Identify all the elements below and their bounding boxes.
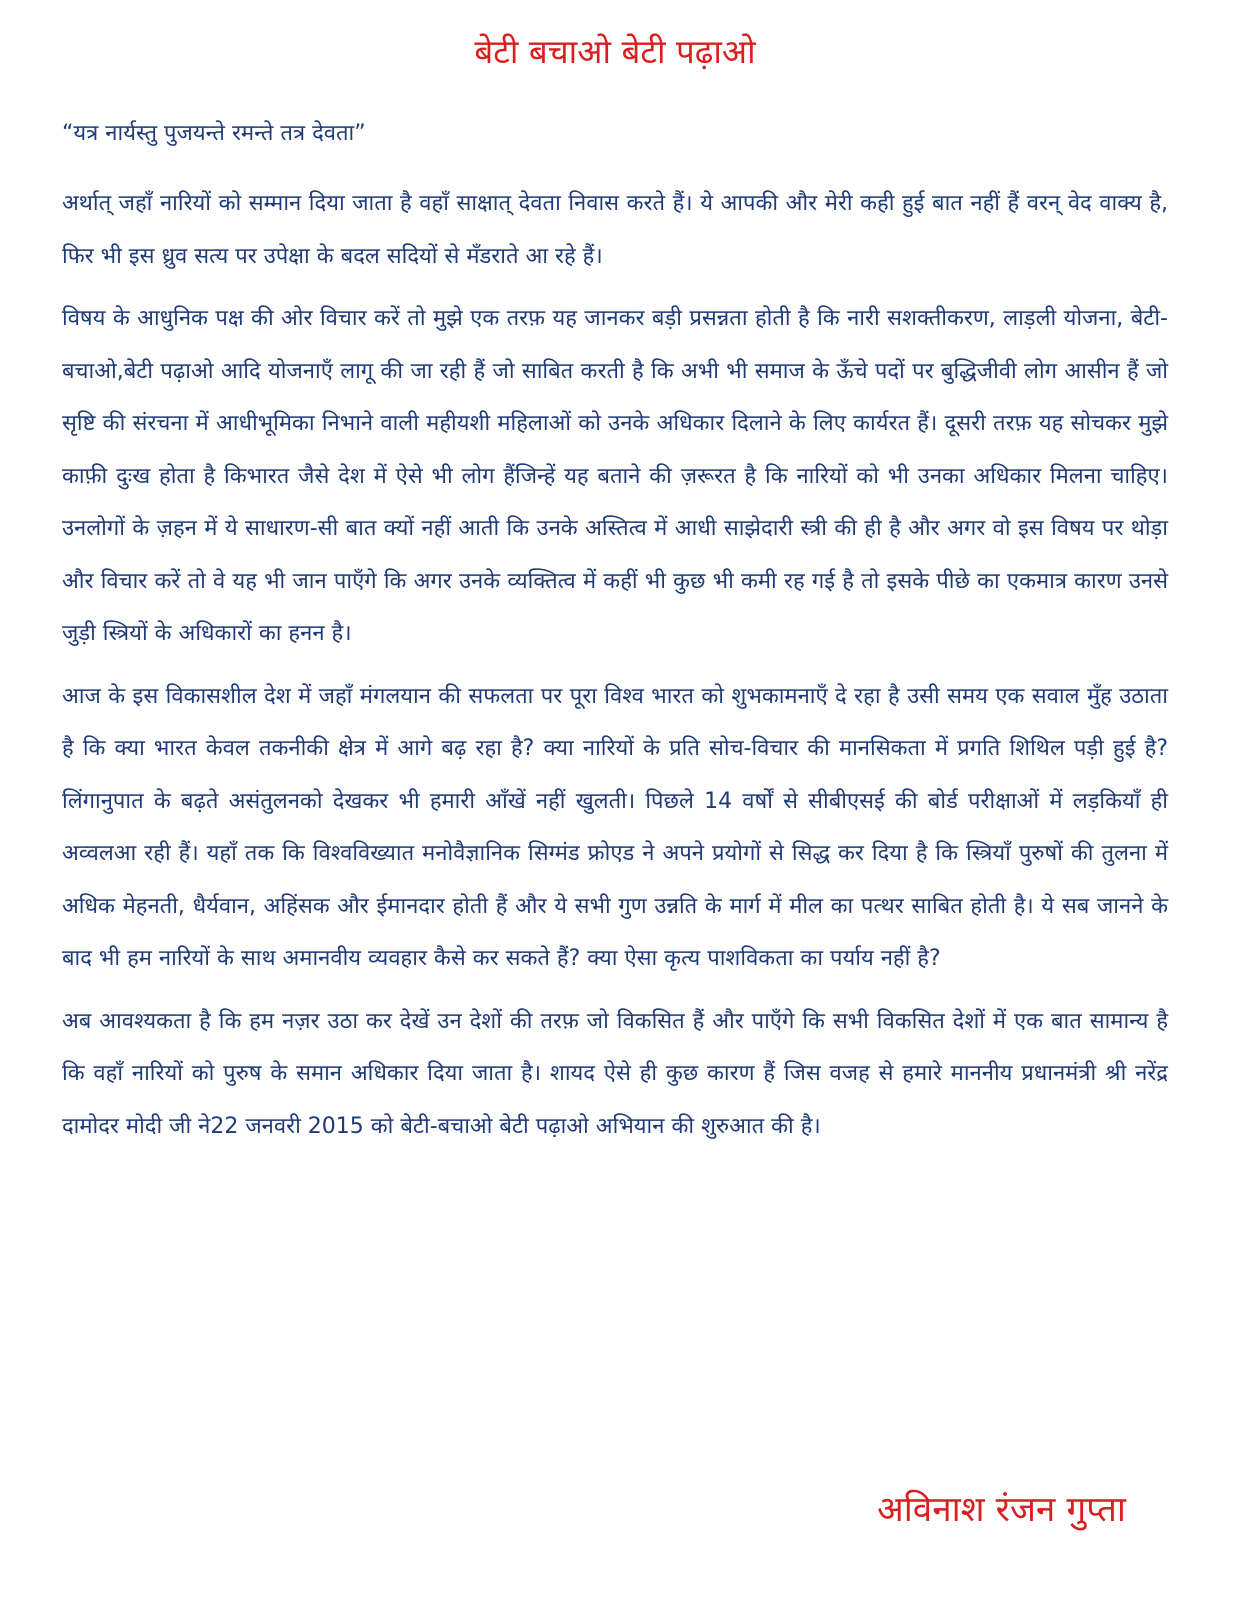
page-title: बेटी बचाओ बेटी पढ़ाओ — [474, 32, 756, 71]
sanskrit-quote: “यत्र नार्यस्तु पुजयन्ते रमन्ते तत्र देवता” — [62, 121, 366, 146]
paragraph-1: अर्थात् जहाँ नारियों को सम्मान दिया जाता है वहाँ साक्षात् देवता निवास करते हैं। ये आपकी और मेरी कही हुई बात नहीं हैं वरन् वेद वाक्य है, फिर भी इस ध्रुव सत्य पर उपेक्षा के बदल सदियों से मँडराते आ रहे हैं। — [62, 191, 1168, 269]
author-signature: अविनाश रंजन गुप्ता — [876, 1490, 1126, 1530]
paragraph-3: आज के इस विकासशील देश में जहाँ मंगलयान की सफलता पर पूरा विश्व भारत को शुभकामनाएँ दे रहा है उसी समय एक सवाल मुँह उठाता है कि क्या भारत केवल तकनीकी क्षेत्र में आगे बढ़ रहा है? क्या नारियों के प्रति सोच-विचार की मानसिकता में प्रगति शिथिल पड़ी हुई है? लिंगानुपात के बढ़ते असंतुलनको देखकर भी हमारी आँखें नहीं खुलती। पिछले 14 वर्षों से सीबीएसई की बोर्ड परीक्षाओं में लड़कियाँ ही अव्वलआ रही हैं। यहाँ तक कि विश्वविख्यात मनोवैज्ञानिक सिग्मंड फ्रोएड ने अपने प्रयोगों से सिद्ध कर दिया है कि स्त्रियाँ पुरुषों की तुलना में अधिक मेहनती, धैर्यवान, अहिंसक और ईमानदार होती हैं और ये सभी गुण उन्नति के मार्ग में मील का पत्थर साबित होती है। ये सब जानने के बाद भी हम नारियों के साथ अमानवीय व्यवहार कैसे कर सकते हैं? क्या ऐसा कृत्य पाशविकता का पर्याय नहीं है? — [62, 683, 1168, 971]
paragraph-2: विषय के आधुनिक पक्ष की ओर विचार करें तो मुझे एक तरफ़ यह जानकर बड़ी प्रसन्नता होती है कि नारी सशक्तीकरण, लाड़ली योजना, बेटी-बचाओ,बेटी पढ़ाओ आदि योजनाएँ लागू की जा रही हैं जो साबित करती है कि अभी भी समाज के ऊँचे पदों पर बुद्धिजीवी लोग आसीन हैं जो सृष्टि की संरचना में आधीभूमिका निभाने वाली महीयशी महिलाओं को उनके अधिकार दिलाने के लिए कार्यरत हैं। दूसरी तरफ़ यह सोचकर मुझे काफ़ी दुःख होता है किभारत जैसे देश में ऐसे भी लोग हैंजिन्हें यह बताने की ज़रूरत है कि नारियों को भी उनका अधिकार मिलना चाहिए। उनलोगों के ज़हन में ये साधारण-सी बात क्यों नहीं आती कि उनके अस्तित्व में आधी साझेदारी स्त्री की ही है और अगर वो इस विषय पर थोड़ा और विचार करें तो वे यह भी जान पाएँगे कि अगर उनके व्यक्तित्व में कहीं भी कुछ भी कमी रह गई है तो इसके पीछे का एकमात्र कारण उनसे जुड़ी स्त्रियों के अधिकारों का हनन है। — [62, 306, 1168, 646]
paragraph-4: अब आवश्यकता है कि हम नज़र उठा कर देखें उन देशों की तरफ़ जो विकसित हैं और पाएँगे कि सभी विकसित देशों में एक बात सामान्य है कि वहाँ नारियों को पुरुष के समान अधिकार दिया जाता है। शायद ऐसे ही कुछ कारण हैं जिस वजह से हमारे माननीय प्रधानमंत्री श्री नरेंद्र दामोदर मोदी जी ने22 जनवरी 2015 को बेटी-बचाओ बेटी पढ़ाओ अभियान की शुरुआत की है। — [62, 1008, 1168, 1139]
